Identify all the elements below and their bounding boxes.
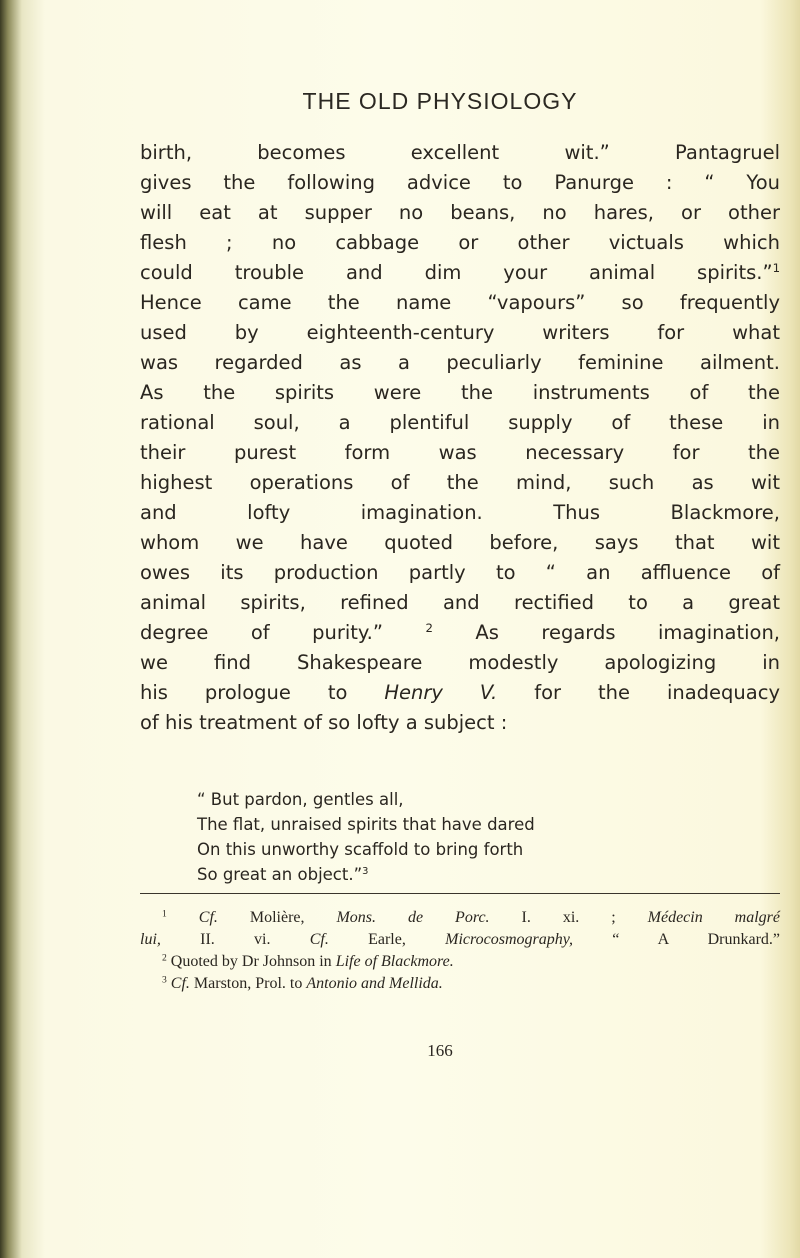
text-segment: will eat at supper no beans, no hares, or other — [140, 201, 780, 224]
text-segment: gives the following advice to Panurge : “ You — [140, 171, 780, 194]
verse-quotation — [197, 787, 757, 887]
body-line — [140, 348, 780, 378]
text-segment: and lofty imagination. Thus Blackmore, — [140, 501, 780, 524]
text-segment: As regards imagination, — [432, 621, 780, 644]
body-line — [140, 228, 780, 258]
text-segment: animal spirits, refined and rectified to a great — [140, 591, 780, 614]
text-segment: “ But pardon, gentles all, — [197, 790, 404, 809]
italic-text: Cf. — [198, 909, 218, 926]
text-segment: for the inadequacy — [497, 681, 780, 704]
footnotes — [140, 907, 780, 995]
body-line — [140, 558, 780, 588]
footnote-marker: 1 — [162, 908, 167, 920]
text-segment: I. xi. ; — [489, 909, 648, 926]
text-segment: used by eighteenth-century writers for what — [140, 321, 780, 344]
text-segment: Molière, — [217, 909, 337, 926]
text-segment — [167, 909, 199, 926]
footnote-marker: 3 — [162, 974, 167, 986]
body-line — [140, 288, 780, 318]
body-line — [140, 138, 780, 168]
text-segment: II. vi. — [160, 931, 310, 948]
quote-line — [197, 787, 757, 812]
text-segment: So great an object.” — [197, 865, 363, 884]
quote-line — [197, 837, 757, 862]
text-segment: flesh ; no cabbage or other victuals which — [140, 231, 780, 254]
quote-line — [197, 862, 757, 887]
body-line — [140, 198, 780, 228]
body-line — [140, 258, 780, 288]
text-segment: rational soul, a plentiful supply of these in — [140, 411, 780, 434]
body-line — [140, 708, 780, 738]
text-segment: On this unworthy scaffold to bring forth — [197, 840, 524, 859]
footnote-marker: 2 — [162, 952, 167, 964]
text-segment: The flat, unraised spirits that have dared — [197, 815, 535, 834]
footnote-marker: 2 — [425, 620, 433, 635]
body-line — [140, 438, 780, 468]
body-line — [140, 648, 780, 678]
text-segment: Marston, Prol. to — [189, 975, 307, 992]
text-segment: his prologue to — [140, 681, 385, 704]
footnote-line — [140, 907, 780, 929]
footnote-line — [140, 929, 780, 951]
italic-text: Mons. de Porc. — [336, 909, 490, 926]
body-line — [140, 318, 780, 348]
body-line — [140, 408, 780, 438]
text-segment: Earle, — [328, 931, 446, 948]
page-number: 166 — [427, 1041, 453, 1060]
text-segment: As the spirits were the instruments of the — [140, 381, 780, 404]
running-title: THE OLD PHYSIOLOGY — [302, 88, 578, 114]
italic-text: Cf. — [170, 975, 190, 992]
body-line — [140, 468, 780, 498]
italic-text: Médecin malgré — [647, 909, 781, 926]
italic-text: Henry V. — [384, 681, 498, 704]
body-text — [140, 138, 780, 738]
text-segment: we find Shakespeare modestly apologizing in — [140, 651, 780, 674]
body-line — [140, 378, 780, 408]
text-segment: of his treatment of so lofty a subject : — [140, 711, 508, 734]
footnote-line — [140, 951, 780, 973]
body-line — [140, 618, 780, 648]
text-segment: owes its production partly to “ an affluence of — [140, 561, 780, 584]
text-segment: was regarded as a peculiarly feminine ailment. — [140, 351, 780, 374]
italic-text: Life of Blackmore. — [335, 953, 454, 970]
footnote-marker: 1 — [772, 260, 780, 275]
body-line — [140, 528, 780, 558]
text-segment: their purest form was necessary for the — [140, 441, 780, 464]
body-line — [140, 678, 780, 708]
body-line — [140, 588, 780, 618]
body-line — [140, 498, 780, 528]
text-segment: Hence came the name “vapours” so frequently — [140, 291, 780, 314]
text-segment: “ A Drunkard.” — [572, 931, 780, 948]
text-segment: Quoted by Dr Johnson in — [166, 953, 336, 970]
text-segment: degree of purity.” — [140, 621, 426, 644]
text-segment: highest operations of the mind, such as wit — [140, 471, 780, 494]
text-segment: whom we have quoted before, says that wit — [140, 531, 780, 554]
italic-text: Antonio and Mellida. — [306, 975, 443, 992]
body-line — [140, 168, 780, 198]
italic-text: Cf. — [309, 931, 329, 948]
footnote-divider — [140, 893, 780, 894]
quote-line — [197, 812, 757, 837]
italic-text: Microcosmography, — [445, 931, 573, 948]
italic-text: lui, — [140, 931, 161, 948]
footnote-marker: 3 — [362, 866, 369, 878]
text-segment: birth, becomes excellent wit.” Pantagruel — [140, 141, 780, 164]
footnote-line — [140, 973, 780, 995]
text-segment: could trouble and dim your animal spirits.” — [140, 261, 773, 284]
